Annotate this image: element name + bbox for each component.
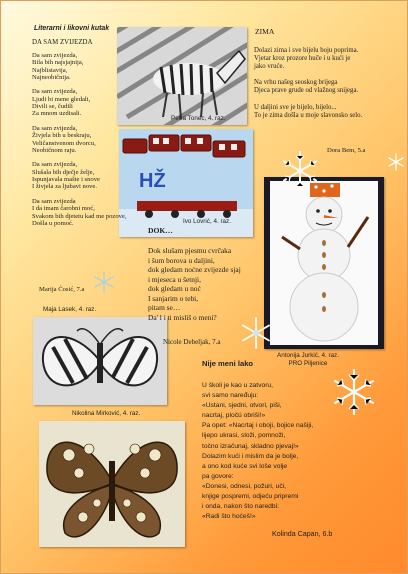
poem-school-body: U školi je kao u zatvoru, svi samo naređuju: «Ustani, sjedni, otvori, piši, nacrtaj, pločú obriši!» Pa opet: «Nacrtaj i oboji, bojice našiji, lijepo ukrasi, složi, pomnoži, točno izračunaj, skladno pjevaj!» Dolazim kući i mislim da je bolje, a ono kod kuće svi loše volje pa govore: «Donesi, odnesi, požuri, uči, knjige pospremi, odjeću pripremi i onda, nakon što naredbi: «Radi što hoćeš!» (202, 382, 314, 521)
poem-winter-author: Dora Bem, 5.a (327, 147, 366, 154)
poem-school-title: Nije meni lako (202, 359, 254, 368)
poem-winter-title: ZIMA (255, 27, 275, 36)
snowman-painting (264, 177, 384, 349)
butterfly-top-caption: Maja Lasek, 4. raz. (43, 306, 97, 313)
butterfly-painting-top (33, 317, 167, 405)
poem-night-author: Nicole Debeljak, 7.a (163, 338, 221, 346)
poem-night-title: DOK… (148, 226, 173, 235)
poem-star-title: DA SAM ZVIJEZDA (32, 39, 93, 46)
train-caption: Ivo Lovrić, 4. raz. (183, 218, 231, 225)
poem-star-body: Da sam zvijezda, Bila bih najsjajnija, Najblistavija, Najneobičnija. Da sam zvijezda, Ljudi bi mene gledali, Divili se, čudili Za mnom uzdisali. Da sam zvijezda, Živjela bih u beskraju, Veličanstvenom dvorcu, Neobičnom raju. Da sam zvijezda, Slušala bih dječje želje, Ispunjavala mašte i snove I živjela za ljubavi nove. Da sam zvijezda I da imam čarobni moć, Svakom bih djetetu kad me pozove, Došla u pomoć. (32, 52, 127, 227)
snowman-caption: Antonija Jurkić, 4. raz. PRO Piljenice (277, 352, 339, 367)
snowflake-icon (92, 270, 116, 299)
poem-school-author: Kolinda Capan, 6.b (272, 530, 333, 538)
section-header: Literarni i likovni kutak (34, 25, 110, 32)
poem-winter-body: Dolazi zima i sve bijelu boju poprima. Vjetar kroz prozore huče i u kući je jako vruće. Na vrhu našeg seoskog brijega Djeca prave grude od vlažnog snijega. U daljini sve je bijelo, bijelo... To je zima došla u moje slavonsko selo. (254, 47, 363, 119)
snowflake-icon (329, 367, 379, 422)
poem-night-body: Dok slušam pjesmu cvrčaka i šum borova u daljini, dok gledam noćne zvijezde sjaj i mjeseca u šetnji, dok gledam u noć I sanjarim o tebi, pitam se… Da' l i ti misliš o meni? (148, 246, 241, 322)
butterfly-bottom-caption: Nikolina Mirković, 4. raz. (72, 410, 141, 417)
train-sign: HŽ (139, 170, 166, 192)
snowflake-icon (278, 149, 322, 198)
snowflake-icon (387, 153, 405, 176)
butterfly-painting-bottom (39, 421, 185, 547)
zebra-caption: Petra Tonec, 4. raz. (171, 115, 226, 122)
poem-star-author: Marija Ćosić, 7.a (39, 286, 85, 293)
snowflake-icon (239, 316, 273, 355)
zebra-painting (117, 27, 247, 125)
